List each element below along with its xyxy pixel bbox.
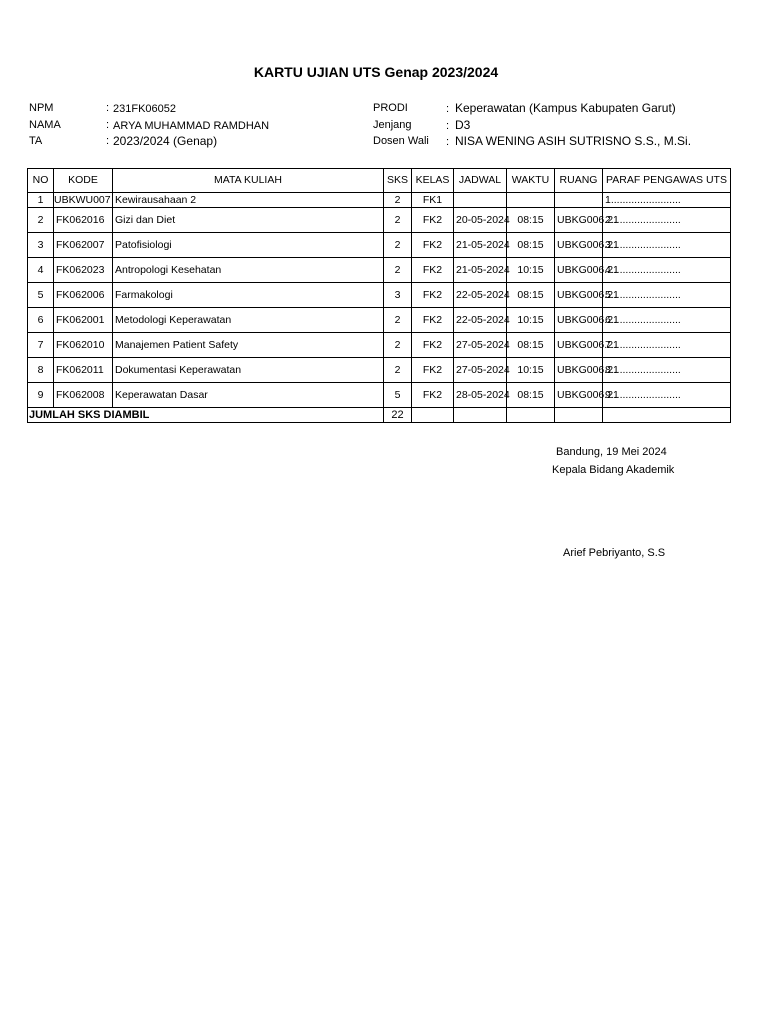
cell-waktu: 10:15 (507, 358, 555, 383)
cell-waktu: 08:15 (507, 333, 555, 358)
header-no: NO (28, 169, 54, 193)
cell-mata-kuliah: Keperawatan Dasar (113, 383, 384, 408)
header-kode: KODE (54, 169, 113, 193)
cell-sks: 3 (384, 283, 412, 308)
cell-paraf: 4........................ (603, 258, 731, 283)
cell-paraf: 8........................ (603, 358, 731, 383)
cell-ruang: UBKG006.21 (555, 233, 603, 258)
cell-kode: FK062010 (54, 333, 113, 358)
cell-no: 9 (28, 383, 54, 408)
cell-no: 7 (28, 333, 54, 358)
cell-jadwal: 27-05-2024 (454, 333, 507, 358)
cell-ruang: UBKG006.21 (555, 333, 603, 358)
cell-kelas: FK2 (412, 358, 454, 383)
cell-waktu: 10:15 (507, 258, 555, 283)
total-empty-cell (603, 408, 731, 423)
cell-sks: 2 (384, 233, 412, 258)
cell-ruang: UBKG006.21 (555, 358, 603, 383)
cell-ruang: UBKG006.21 (555, 258, 603, 283)
ta-label: TA (29, 135, 43, 147)
signature-name: Arief Pebriyanto, S.S (563, 547, 666, 559)
cell-waktu: 08:15 (507, 208, 555, 233)
dosen-label: Dosen Wali (373, 135, 429, 147)
ta-colon: : (106, 135, 110, 147)
cell-mata-kuliah: Metodologi Keperawatan (113, 308, 384, 333)
cell-paraf: 3........................ (603, 233, 731, 258)
cell-waktu: 08:15 (507, 233, 555, 258)
cell-jadwal: 22-05-2024 (454, 283, 507, 308)
header-waktu: WAKTU (507, 169, 555, 193)
cell-kode: FK062016 (54, 208, 113, 233)
cell-kelas: FK1 (412, 193, 454, 208)
header-sks: SKS (384, 169, 412, 193)
cell-kelas: FK2 (412, 383, 454, 408)
exam-schedule-table (27, 168, 731, 423)
npm-colon: : (106, 102, 110, 114)
cell-ruang: UBKG006.21 (555, 208, 603, 233)
cell-kelas: FK2 (412, 308, 454, 333)
total-empty-cell (412, 408, 454, 423)
cell-mata-kuliah: Dokumentasi Keperawatan (113, 358, 384, 383)
cell-ruang: UBKG006.21 (555, 308, 603, 333)
total-row (28, 408, 731, 423)
cell-sks: 2 (384, 308, 412, 333)
npm-value: 231FK06052 (113, 103, 176, 115)
nama-colon: : (106, 119, 110, 131)
cell-sks: 2 (384, 358, 412, 383)
cell-paraf: 1........................ (603, 193, 731, 208)
prodi-value: Keperawatan (Kampus Kabupaten Garut) (455, 101, 676, 115)
cell-paraf: 7........................ (603, 333, 731, 358)
table-row (28, 208, 731, 233)
cell-jadwal: 27-05-2024 (454, 358, 507, 383)
signature-role: Kepala Bidang Akademik (552, 464, 675, 476)
cell-mata-kuliah: Gizi dan Diet (113, 208, 384, 233)
cell-no: 2 (28, 208, 54, 233)
cell-mata-kuliah: Kewirausahaan 2 (113, 193, 384, 208)
header-paraf: PARAF PENGAWAS UTS (603, 169, 731, 193)
cell-no: 5 (28, 283, 54, 308)
table-row (28, 233, 731, 258)
table-row (28, 333, 731, 358)
cell-jadwal: 22-05-2024 (454, 308, 507, 333)
cell-kode: FK062007 (54, 233, 113, 258)
cell-paraf: 9........................ (603, 383, 731, 408)
total-empty-cell (555, 408, 603, 423)
npm-label: NPM (29, 102, 54, 114)
header-ruang: RUANG (555, 169, 603, 193)
header-jadwal: JADWAL (454, 169, 507, 193)
cell-no: 3 (28, 233, 54, 258)
cell-mata-kuliah: Manajemen Patient Safety (113, 333, 384, 358)
dosen-colon: : (446, 136, 450, 148)
cell-kelas: FK2 (412, 333, 454, 358)
header-kelas: KELAS (412, 169, 454, 193)
cell-kode: FK062023 (54, 258, 113, 283)
prodi-label: PRODI (373, 102, 408, 114)
cell-jadwal: 21-05-2024 (454, 233, 507, 258)
cell-kode: FK062011 (54, 358, 113, 383)
cell-kode: FK062006 (54, 283, 113, 308)
cell-sks: 2 (384, 208, 412, 233)
jenjang-colon: : (446, 120, 450, 132)
cell-mata-kuliah: Farmakologi (113, 283, 384, 308)
table-row (28, 358, 731, 383)
cell-ruang: UBKG006.21 (555, 283, 603, 308)
cell-waktu (507, 193, 555, 208)
prodi-colon: : (446, 103, 450, 115)
cell-sks: 2 (384, 333, 412, 358)
cell-sks: 2 (384, 193, 412, 208)
cell-mata-kuliah: Patofisiologi (113, 233, 384, 258)
cell-kode: UBKWU007 (54, 193, 111, 206)
jenjang-value: D3 (455, 118, 471, 132)
header-mata-kuliah: MATA KULIAH (113, 169, 384, 193)
cell-jadwal: 20-05-2024 (454, 208, 507, 233)
total-sks-value: 22 (384, 408, 412, 423)
cell-sks: 5 (384, 383, 412, 408)
cell-no: 4 (28, 258, 54, 283)
cell-jadwal: 21-05-2024 (454, 258, 507, 283)
cell-mata-kuliah: Antropologi Kesehatan (113, 258, 384, 283)
cell-jadwal: 28-05-2024 (454, 383, 507, 408)
total-empty-cell (507, 408, 555, 423)
cell-no: 6 (28, 308, 54, 333)
table-header-row (28, 169, 731, 193)
table-row (28, 383, 731, 408)
cell-no: 8 (28, 358, 54, 383)
cell-waktu: 08:15 (507, 283, 555, 308)
cell-paraf: 5........................ (603, 283, 731, 308)
cell-kelas: FK2 (412, 233, 454, 258)
dosen-value: NISA WENING ASIH SUTRISNO S.S., M.Si. (455, 134, 692, 148)
nama-label: NAMA (29, 119, 61, 131)
total-empty-cell (454, 408, 507, 423)
cell-waktu: 10:15 (507, 308, 555, 333)
cell-kode: FK062001 (54, 308, 113, 333)
cell-ruang: UBKG006.21 (555, 383, 603, 408)
cell-jadwal (454, 193, 507, 208)
table-row (28, 283, 731, 308)
cell-paraf: 2........................ (603, 208, 731, 233)
cell-no: 1 (28, 193, 54, 208)
table-row (28, 308, 731, 333)
ta-value: 2023/2024 (Genap) (113, 134, 218, 148)
jenjang-label: Jenjang (373, 119, 412, 131)
cell-sks: 2 (384, 258, 412, 283)
document-title: KARTU UJIAN UTS Genap 2023/2024 (253, 64, 499, 80)
table-row (28, 193, 731, 208)
cell-kelas: FK2 (412, 258, 454, 283)
nama-value: ARYA MUHAMMAD RAMDHAN (113, 120, 270, 132)
cell-waktu: 08:15 (507, 383, 555, 408)
cell-paraf: 6........................ (603, 308, 731, 333)
cell-kelas: FK2 (412, 208, 454, 233)
cell-kelas: FK2 (412, 283, 454, 308)
total-sks-label: JUMLAH SKS DIAMBIL (28, 408, 384, 423)
signature-place-date: Bandung, 19 Mei 2024 (556, 446, 667, 458)
cell-ruang (555, 193, 603, 208)
table-row (28, 258, 731, 283)
cell-kode: FK062008 (54, 383, 113, 408)
